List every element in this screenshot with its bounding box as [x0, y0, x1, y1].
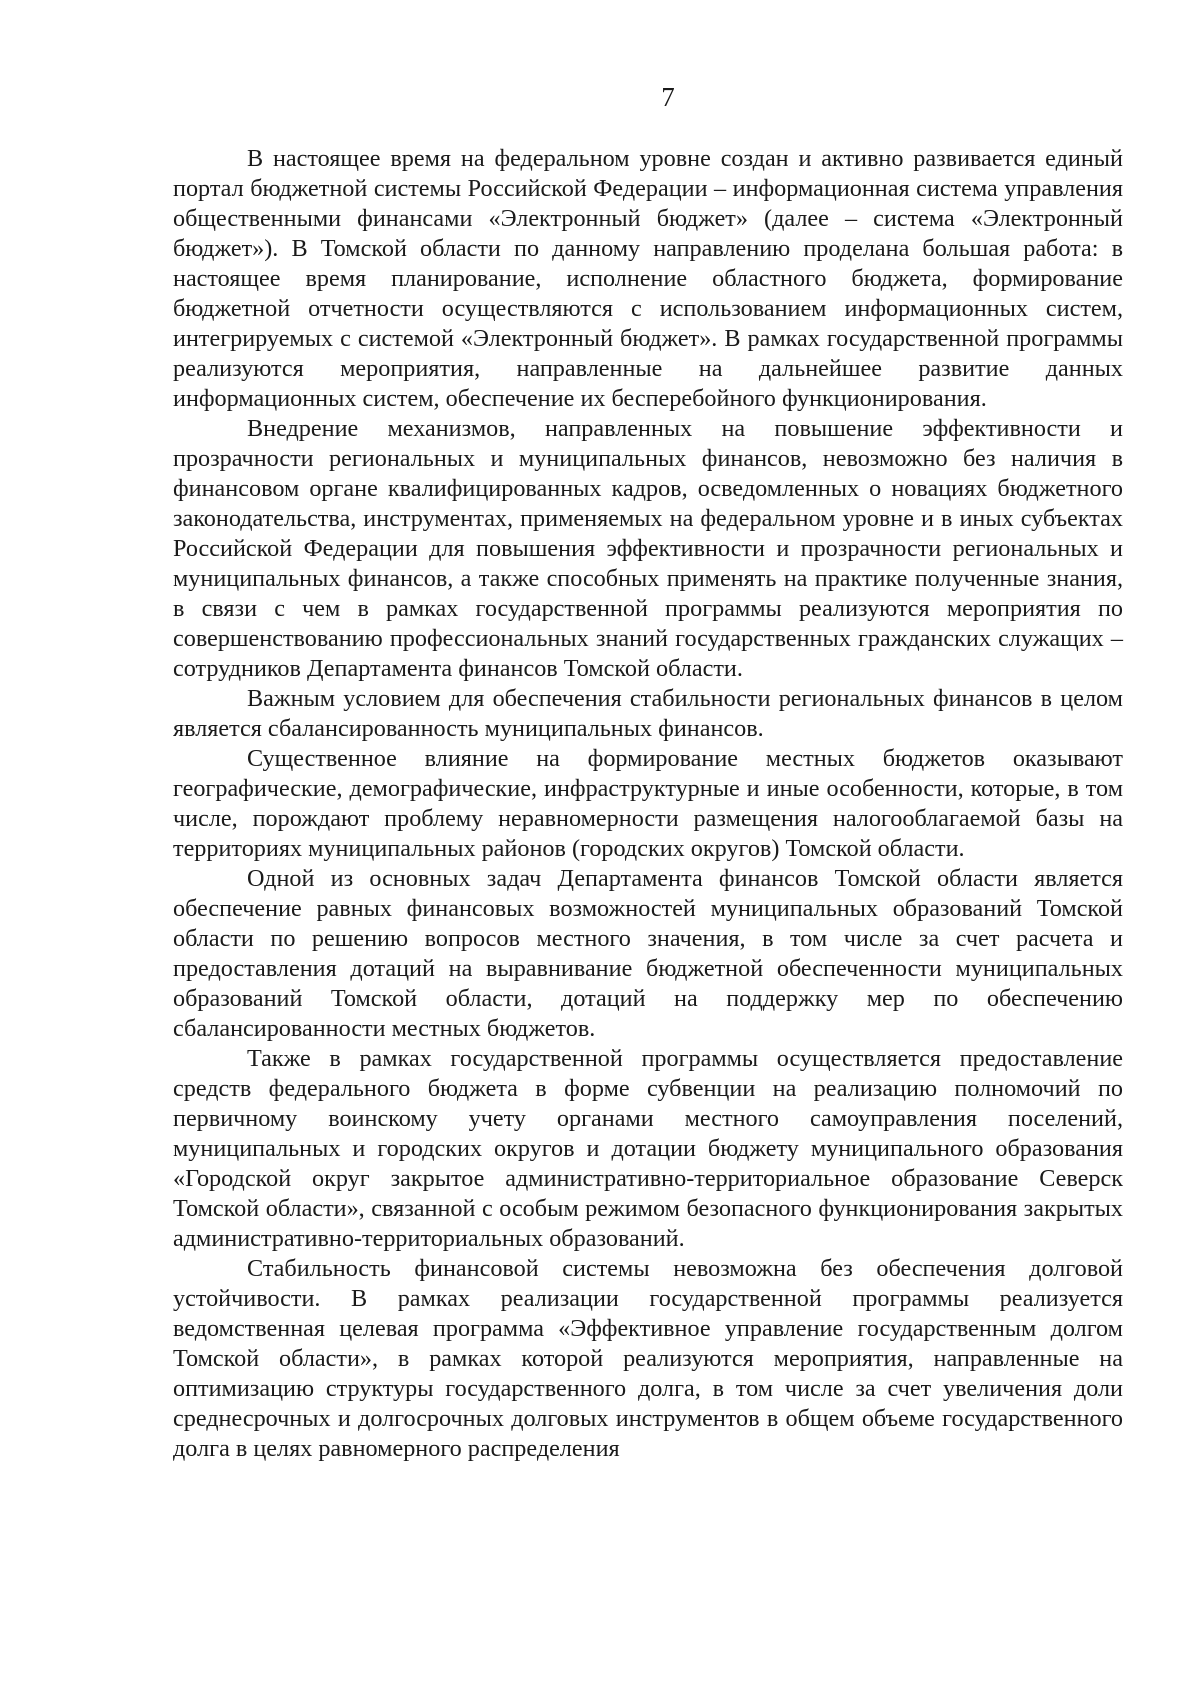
paragraph-local-budgets-influence: Существенное влияние на формирование местных бюджетов оказывают географические, демографические, инфраструктурные и иные особенности, которые, в том числе, порождают проблему неравномерности размещения налогооблагаемой базы на территориях муниципальных районов (городских округов) Томской области. [173, 745, 1123, 862]
paragraph-municipal-balance: Важным условием для обеспечения стабильности региональных финансов в целом является сбалансированность муниципальных финансов. [173, 685, 1123, 742]
paragraph-debt-sustainability: Стабильность финансовой системы невозможна без обеспечения долговой устойчивости. В рамках реализации государственной программы реализуется ведомственная целевая программа «Эффективное управление государственным долгом Томской области», в рамках которой реализуются мероприятия, направленные на оптимизацию структуры государственного долга, в том числе за счет увеличения доли среднесрочных и долгосрочных долговых инструментов в общем объеме государственного долга в целях равномерного распределения [173, 1255, 1123, 1462]
paragraph-electronic-budget: В настоящее время на федеральном уровне создан и активно развивается единый портал бюджетной системы Российской Федерации – информационная система управления общественными финансами «Электронный бюджет» (далее – система «Электронный бюджет»). В Томской области по данному направлению проделана большая работа: в настоящее время планирование, исполнение областного бюджета, формирование бюджетной отчетности осуществляются с использованием информационных систем, интегрируемых с системой «Электронный бюджет». В рамках государственной программы реализуются мероприятия, направленные на дальнейшее развитие данных информационных систем, обеспечение их бесперебойного функционирования. [173, 145, 1123, 412]
body-text [173, 144, 1123, 1464]
page-number: 7 [661, 82, 675, 112]
paragraph-federal-subvention: Также в рамках государственной программы осуществляется предоставление средств федерального бюджета в форме субвенции на реализацию полномочий по первичному воинскому учету органами местного самоуправления поселений, муниципальных и городских округов и дотации бюджету муниципального образования «Городской округ закрытое административно-территориальное образование Северск Томской области», связанной с особым режимом безопасного функционирования закрытых административно-территориальных образований. [173, 1045, 1123, 1252]
paragraph-staff-qualification: Внедрение механизмов, направленных на повышение эффективности и прозрачности региональных и муниципальных финансов, невозможно без наличия в финансовом органе квалифицированных кадров, осведомленных о новациях бюджетного законодательства, инструментах, применяемых на федеральном уровне и в иных субъектах Российской Федерации для повышения эффективности и прозрачности региональных и муниципальных финансов, а также способных применять на практике полученные знания, в связи с чем в рамках государственной программы реализуются мероприятия по совершенствованию профессиональных знаний государственных гражданских служащих – сотрудников Департамента финансов Томской области. [173, 415, 1123, 682]
paragraph-equal-opportunities: Одной из основных задач Департамента финансов Томской области является обеспечение равных финансовых возможностей муниципальных образований Томской области по решению вопросов местного значения, в том числе за счет расчета и предоставления дотаций на выравнивание бюджетной обеспеченности муниципальных образований Томской области, дотаций на поддержку мер по обеспечению сбалансированности местных бюджетов. [173, 865, 1123, 1042]
